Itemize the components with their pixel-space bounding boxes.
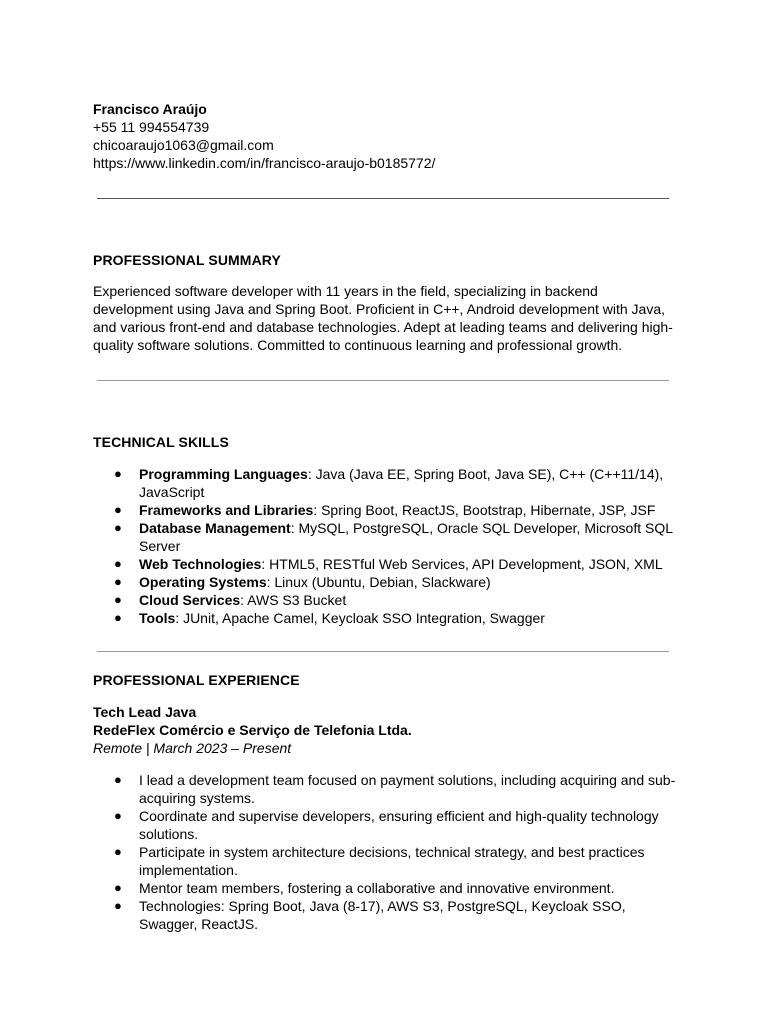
skill-text: : Java (Java EE, Spring Boot, Java SE), C++ (C++11/14), JavaScript <box>139 466 664 500</box>
bullet-icon: ● <box>114 502 122 517</box>
bullet-icon: ● <box>114 592 122 607</box>
job-bullets <box>93 771 678 933</box>
job-bullet-text: Mentor team members, fostering a collaborative and innovative environment. <box>139 880 615 896</box>
email-address: chicoaraujo1063@gmail.com <box>93 137 274 153</box>
skill-item <box>93 465 678 501</box>
skills-list <box>93 465 678 627</box>
bullet-icon: ● <box>114 808 122 823</box>
bullet-icon: ● <box>114 574 122 589</box>
skill-text: : JUnit, Apache Camel, Keycloak SSO Integration, Swagger <box>175 610 545 626</box>
divider-header <box>97 198 669 199</box>
bullet-icon: ● <box>114 772 122 787</box>
skill-label: Frameworks and Libraries <box>139 502 314 518</box>
summary-text: Experienced software developer with 11 years in the field, specializing in backend development using Java and Spring Boot. Proficient in C++, Android development with Java, and various front-end and database technologies. Adept at leading teams and delivering high-quality software solutions. Committed to continuous learning and professional growth. <box>93 283 673 353</box>
skill-text: : MySQL, PostgreSQL, Oracle SQL Developer, Microsoft SQL Server <box>139 520 673 554</box>
bullet-icon: ● <box>114 880 122 895</box>
contact-header <box>93 100 683 172</box>
bullet-icon: ● <box>114 556 122 571</box>
skill-item <box>93 519 678 555</box>
skill-item <box>93 591 678 609</box>
skill-text: : AWS S3 Bucket <box>240 592 347 608</box>
skill-text: : Spring Boot, ReactJS, Bootstrap, Hibernate, JSP, JSF <box>313 502 656 518</box>
skill-text: : Linux (Ubuntu, Debian, Slackware) <box>266 574 491 590</box>
bullet-icon: ● <box>114 466 122 481</box>
divider-summary <box>97 380 669 381</box>
skill-label: Database Management <box>139 520 291 536</box>
job-bullet <box>93 807 678 843</box>
skill-item <box>93 555 678 573</box>
skill-item <box>93 609 678 627</box>
job-bullet <box>93 771 678 807</box>
job-title: Tech Lead Java <box>93 704 197 720</box>
skill-label: Cloud Services <box>139 592 241 608</box>
bullet-icon: ● <box>114 844 122 859</box>
skill-label: Programming Languages <box>139 466 308 482</box>
job-company: RedeFlex Comércio e Serviço de Telefonia Ltda. <box>93 722 412 738</box>
job-bullet <box>93 897 678 933</box>
job-bullet <box>93 879 678 897</box>
bullet-icon: ● <box>114 898 122 913</box>
job-bullet-text: Participate in system architecture decisions, technical strategy, and best practices implementation. <box>139 844 645 878</box>
summary-heading: PROFESSIONAL SUMMARY <box>93 252 281 268</box>
experience-heading: PROFESSIONAL EXPERIENCE <box>93 672 300 688</box>
job-location-dates: Remote | March 2023 – Present <box>93 740 292 756</box>
job-bullet-text: I lead a development team focused on payment solutions, including acquiring and sub-acquiring systems. <box>139 772 676 806</box>
skill-item <box>93 573 678 591</box>
skill-label: Tools <box>139 610 176 626</box>
job-bullet-text: Technologies: Spring Boot, Java (8-17), AWS S3, PostgreSQL, Keycloak SSO, Swagger, ReactJS. <box>139 898 626 932</box>
skills-heading: TECHNICAL SKILLS <box>93 434 229 450</box>
skill-label: Operating Systems <box>139 574 267 590</box>
skill-item <box>93 501 678 519</box>
job-bullet-text: Coordinate and supervise developers, ensuring efficient and high-quality technology solutions. <box>139 808 659 842</box>
bullet-icon: ● <box>114 520 122 535</box>
linkedin-url: https://www.linkedin.com/in/francisco-araujo-b0185772/ <box>93 155 436 171</box>
job-bullet <box>93 843 678 879</box>
skill-label: Web Technologies <box>139 556 262 572</box>
bullet-icon: ● <box>114 610 122 625</box>
skill-text: : HTML5, RESTful Web Services, API Development, JSON, XML <box>261 556 663 572</box>
divider-skills <box>97 651 669 652</box>
phone-number: +55 11 994554739 <box>93 119 210 135</box>
candidate-name: Francisco Araújo <box>93 101 207 117</box>
